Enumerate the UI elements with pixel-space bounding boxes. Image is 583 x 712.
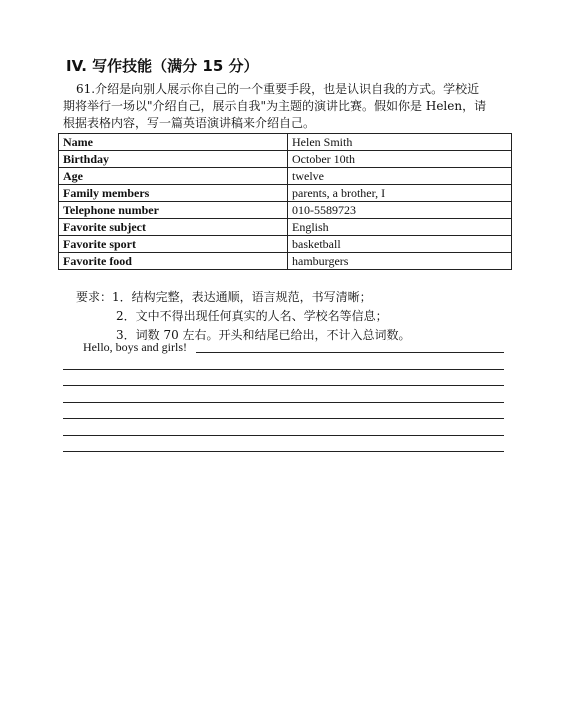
row-value: October 10th <box>288 151 512 168</box>
row-label: Family members <box>59 185 288 202</box>
table-row <box>59 219 512 236</box>
row-value: 010-5589723 <box>288 202 512 219</box>
row-value: basketball <box>288 236 512 253</box>
requirement-item <box>76 307 411 326</box>
answer-line-4[interactable] <box>63 402 504 403</box>
answer-line-6[interactable] <box>63 435 504 436</box>
row-value: English <box>288 219 512 236</box>
table-row <box>59 185 512 202</box>
prompt-line-1: 61.介绍是向别人展示你自己的一个重要手段，也是认识自我的方式。学校近 <box>76 82 480 96</box>
essay-opening: Hello, boys and girls! <box>83 340 187 354</box>
row-label: Age <box>59 168 288 185</box>
requirement-text: 3．词数 70 左右。开头和结尾已给出，不计入总词数。 <box>116 328 411 342</box>
table-row <box>59 134 512 151</box>
answer-line-1[interactable] <box>196 352 504 353</box>
row-label: Birthday <box>59 151 288 168</box>
table-row <box>59 168 512 185</box>
prompt-line-2: 期将举行一场以"介绍自己，展示自我"为主题的演讲比赛。假如你是 Helen，请 <box>63 99 487 113</box>
table-row <box>59 151 512 168</box>
row-label: Name <box>59 134 288 151</box>
question-prompt <box>63 81 513 132</box>
row-label: Favorite subject <box>59 219 288 236</box>
requirement-item <box>76 288 411 307</box>
table-row <box>59 253 512 270</box>
table-row <box>59 202 512 219</box>
section-title: IV. 写作技能（满分 15 分） <box>66 57 259 75</box>
requirement-text: 2．文中不得出现任何真实的人名、学校名等信息； <box>116 309 388 323</box>
requirements-label: 要求： <box>76 290 113 304</box>
row-value: hamburgers <box>288 253 512 270</box>
row-label: Favorite sport <box>59 236 288 253</box>
row-label: Telephone number <box>59 202 288 219</box>
row-label: Favorite food <box>59 253 288 270</box>
answer-line-7[interactable] <box>63 451 504 452</box>
row-value: Helen Smith <box>288 134 512 151</box>
info-table <box>58 133 512 270</box>
answer-line-3[interactable] <box>63 385 504 386</box>
table-row <box>59 236 512 253</box>
prompt-line-3: 根据表格内容，写一篇英语演讲稿来介绍自己。 <box>63 116 316 130</box>
answer-line-2[interactable] <box>63 369 504 370</box>
row-value: parents, a brother, I <box>288 185 512 202</box>
requirement-text: 1．结构完整，表达通顺，语言规范，书写清晰； <box>112 290 372 304</box>
answer-line-5[interactable] <box>63 418 504 419</box>
row-value: twelve <box>288 168 512 185</box>
requirements <box>76 288 411 345</box>
